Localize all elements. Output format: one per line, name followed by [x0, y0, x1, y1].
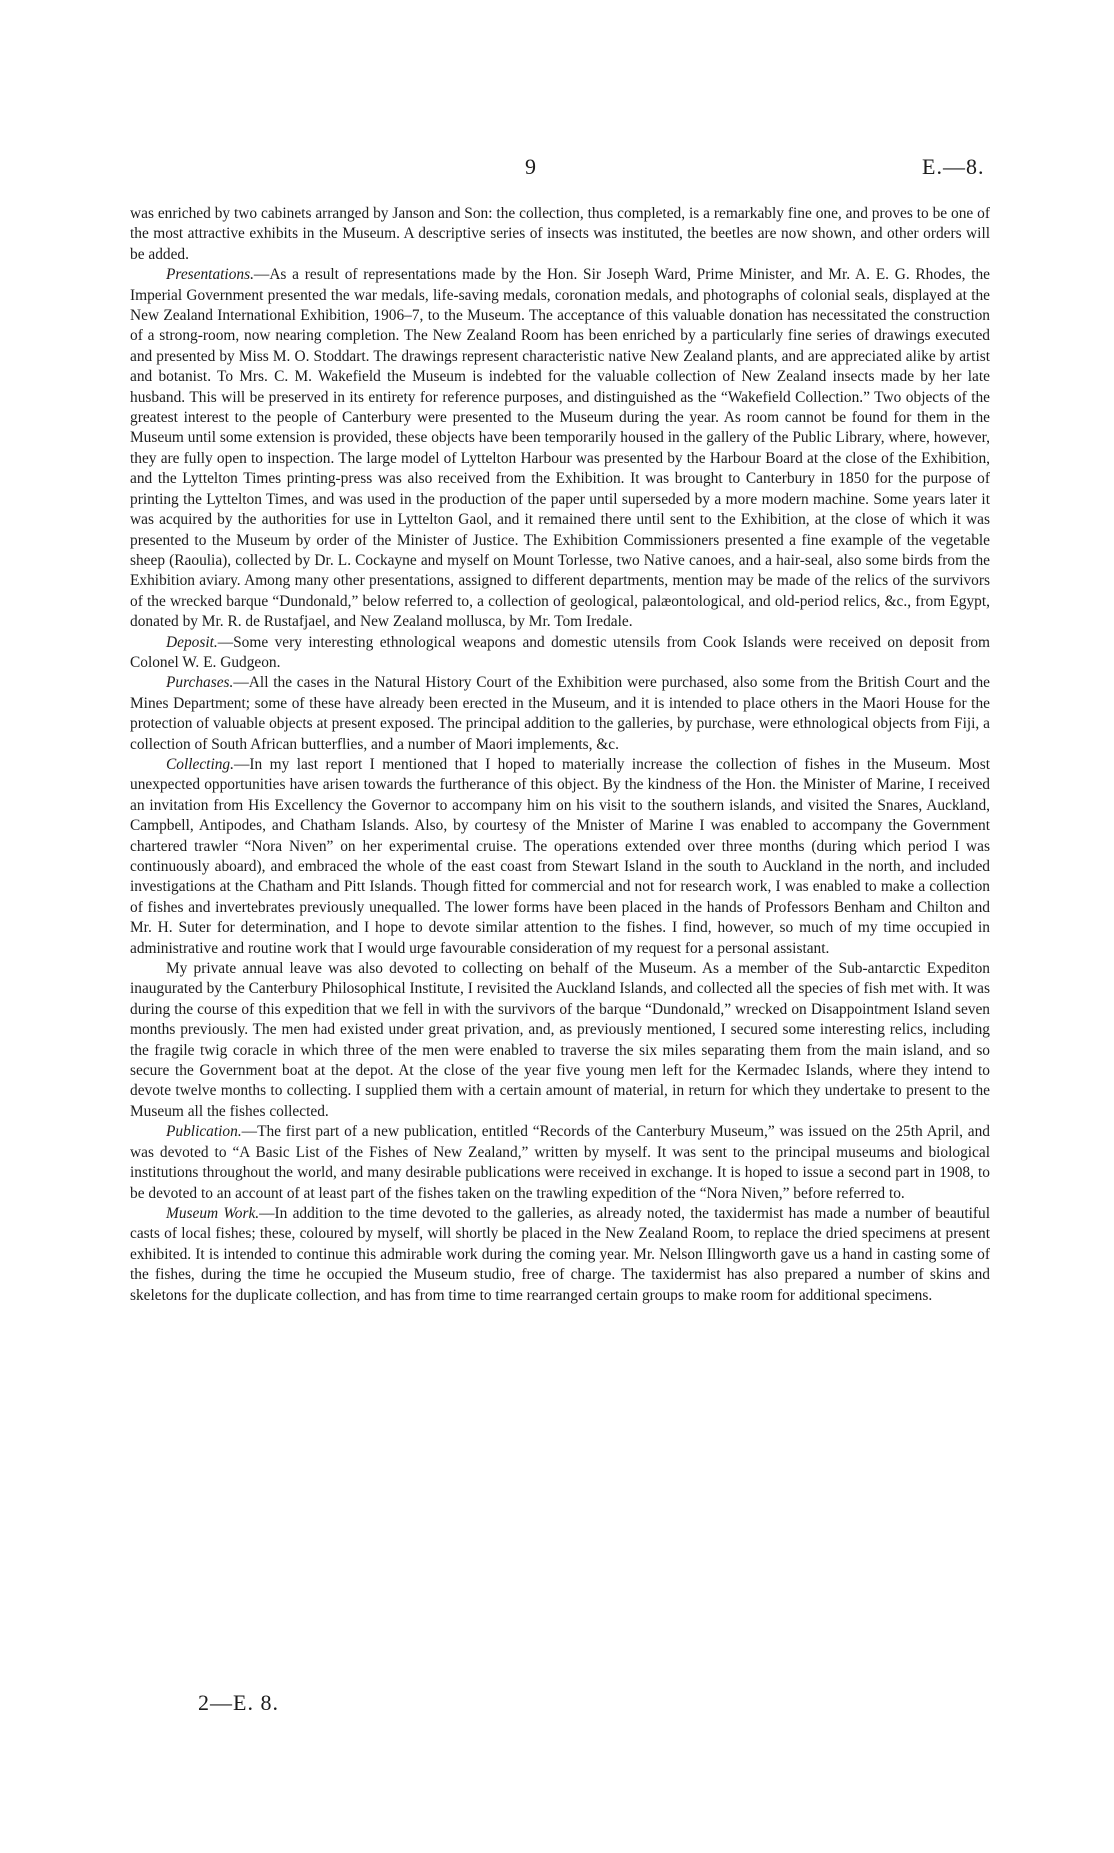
paragraph-deposit	[130, 633, 990, 674]
paragraph-museum-work	[130, 1204, 990, 1306]
paragraph-text: was enriched by two cabinets arranged by Janson and Son: the collection, thus completed, is a remarkably fine one, and proves to be one of the most attractive exhibits in the Museum. A descriptive series of insects was instituted, the beetles are now shown, and other orders will be added.	[130, 205, 990, 263]
paragraph-text: —Some very interesting ethnological weapons and domestic utensils from Cook Islands were received on deposit from Colonel W. E. Gudgeon.	[130, 633, 990, 671]
section-heading: Publication.	[166, 1123, 242, 1141]
paragraph-purchases	[130, 673, 990, 755]
paragraph-publication	[130, 1122, 990, 1204]
document-code: E.—8.	[922, 154, 985, 179]
paragraph-text: —All the cases in the Natural History Court of the Exhibition were purchased, also some from the British Court and the Mines Department; some of these have already been erected in the Museum, and it is intended to place others in the Maori House for the protection of valuable objects at present exposed. The principal addition to the galleries, by purchase, were ethnological objects from Fiji, a collection of South African butterflies, and a number of Maori implements, &c.	[130, 674, 990, 753]
section-heading: Deposit.	[166, 633, 218, 651]
section-heading: Museum Work.	[166, 1204, 260, 1222]
section-heading: Presentations.	[166, 266, 254, 284]
paragraph-presentations	[130, 265, 990, 632]
paragraph-text: —As a result of representations made by the Hon. Sir Joseph Ward, Prime Minister, and Mr. A. E. G. Rhodes, the Imperial Government presented the war medals, life-saving medals, coronation medals, and photographs of colonial seals, displayed at the New Zealand International Exhibition, 1906–7, to the Museum. The acceptance of this valuable donation has necessitated the construction of a strong-room, now nearing completion. The New Zealand Room has been enriched by a particularly fine series of drawings executed and presented by Miss M. O. Stoddart. The drawings represent characteristic native New Zealand plants, and are appreciated alike by artist and botanist. To Mrs. C. M. Wakefield the Museum is indebted for the valuable collection of New Zealand insects made by her late husband. This will be preserved in its entirety for reference purposes, and distinguished as the “Wakefield Collection.” Two objects of the greatest interest to the people of Canterbury were presented to the Museum during the year. As room cannot be found for them in the Museum until some extension is provided, these objects have been temporarily housed in the gallery of the Public Library, where, however, they are fully open to inspection. The large model of Lyttelton Harbour was presented by the Harbour Board at the close of the Exhibition, and the Lyttelton Times printing-press was also received from the Exhibition. It was brought to Canterbury in 1850 for the purpose of printing the Lyttelton Times, and was used in the production of the paper until superseded by a more modern machine. Some years later it was acquired by the authorities for use in Lyttelton Gaol, and it remained there until sent to the Exhibition, at the close of which it was presented to the Museum by order of the Minister of Justice. The Exhibition Commissioners presented a fine example of the vegetable sheep (Raoulia), collected by Dr. L. Cockayne and myself on Mount Torlesse, two Native canoes, and a hair-seal, also some birds from the Exhibition aviary. Among many other presentations, assigned to different departments, mention may be made of the relics of the survivors of the wrecked barque “Dundonald,” below referred to, a collection of geological, palæontological, and old-period relics, &c., from Egypt, donated by Mr. R. de Rustafjael, and New Zealand mollusca, by Mr. Tom Iredale.	[130, 266, 990, 631]
page-number: 9	[525, 154, 536, 179]
section-heading: Collecting.	[166, 755, 234, 773]
paragraph-annual-leave	[130, 959, 990, 1122]
paragraph-text: My private annual leave was also devoted to collecting on behalf of the Museum. As a member of the Sub-antarctic Expediton inaugurated by the Canterbury Philosophical Institute, I revisited the Auckland Islands, and collected all the species of fish met with. It was during the course of this expedition that we fell in with the survivors of the barque “Dundonald,” wrecked on Disappointment Island seven months previously. The men had existed under great privation, and, as previously mentioned, I secured some interesting relics, including the fragile twig coracle in which three of the men were enabled to traverse the six miles separating them from the main island, and so secure the Government boat at the depot. At the close of the year five young men left for the Kermadec Islands, where they intend to devote twelve months to collecting. I supplied them with a certain amount of material, in return for which they undertake to present to the Museum all the fishes collected.	[130, 960, 990, 1120]
footer-signature-mark: 2—E. 8.	[198, 1690, 279, 1715]
paragraph-text: —The first part of a new publication, entitled “Records of the Canterbury Museum,” was issued on the 25th April, and was devoted to “A Basic List of the Fishes of New Zealand,” written by myself. It was sent to the principal museums and biological institutions throughout the world, and many desirable publications were received in exchange. It is hoped to issue a second part in 1908, to be devoted to an account of at least part of the fishes taken on the trawling expedition of the “Nora Niven,” before referred to.	[130, 1123, 990, 1202]
section-heading: Purchases.	[166, 674, 234, 692]
paragraph-continuation	[130, 204, 990, 265]
paragraph-text: —In addition to the time devoted to the galleries, as already noted, the taxidermist has made a number of beautiful casts of local fishes; these, coloured by myself, will shortly be placed in the New Zealand Room, to replace the dried specimens at present exhibited. It is intended to continue this admirable work during the coming year. Mr. Nelson Illingworth gave us a hand in casting some of the fishes, during the time he occupied the Museum studio, free of charge. The taxidermist has also prepared a number of skins and skeletons for the duplicate collection, and has from time to time rearranged certain groups to make room for additional specimens.	[130, 1204, 990, 1304]
paragraph-collecting	[130, 755, 990, 959]
paragraph-text: —In my last report I mentioned that I hoped to materially increase the collection of fishes in the Museum. Most unexpected opportunities have arisen towards the furtherance of this object. By the kindness of the Hon. the Minister of Marine, I received an invitation from His Excellency the Governor to accompany him on his visit to the southern islands, and visited the Snares, Auckland, Campbell, Antipodes, and Chatham Islands. Also, by courtesy of the Mnister of Marine I was enabled to accompany the Government chartered trawler “Nora Niven” on her experimental cruise. The operations extended over three months (during which period I was continuously aboard), and embraced the whole of the east coast from Stewart Island in the south to Auckland in the north, and included investigations at the Chatham and Pitt Islands. Though fitted for commercial and not for research work, I was enabled to make a collection of fishes and invertebrates previously unequalled. The lower forms have been placed in the hands of Professors Benham and Chilton and Mr. H. Suter for determination, and I hope to devote similar attention to the fishes. I find, however, so much of my time occupied in administrative and routine work that I would urge favourable consideration of my request for a personal assistant.	[130, 755, 990, 957]
body-text	[130, 204, 990, 1306]
